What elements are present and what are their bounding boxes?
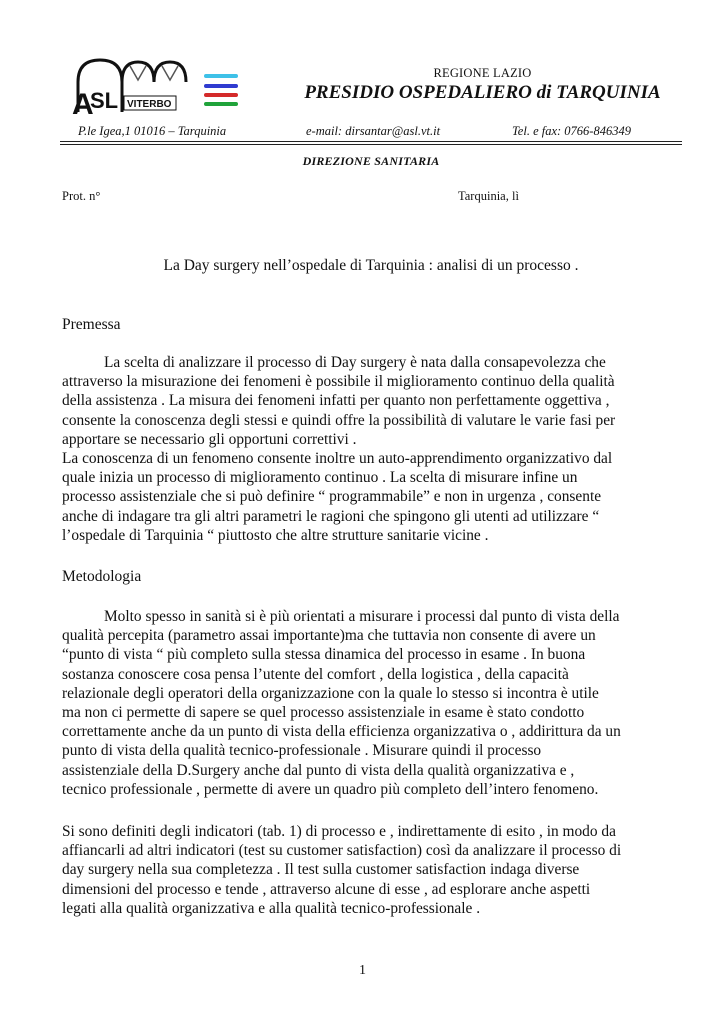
page-number: 1 (359, 963, 366, 978)
logo-text: SL (90, 88, 119, 113)
text-line: punto di vista della qualità tecnico-professionale . Misurare quindi il processo (62, 742, 542, 760)
text-line: sostanza conoscere cosa pensa l’utente del comfort , della logistica , della capacità (62, 665, 569, 683)
text-line: Si sono definiti degli indicatori (tab. 1) di processo e , indirettamente di esito , in modo da (62, 823, 616, 840)
text-line: dimensioni del processo e tende , attraverso alcune di esse , ad esplorare anche aspetti (62, 880, 591, 898)
text-line: l’ospedale di Tarquinia “ piuttosto che altre strutture sanitarie vicine . (62, 526, 489, 544)
region-label: REGIONE LAZIO (433, 66, 532, 80)
text-line: consente la conoscenza degli stessi e quindi offre la possibilità di valutare le varie fasi per (62, 411, 616, 429)
department-label: DIREZIONE SANITARIA (302, 154, 440, 168)
header-rule (60, 144, 682, 145)
text-line: apportare se necessario gli opportuni correttivi . (62, 430, 357, 448)
text-line: tecnico professionale , permette di avere un quadro più completo dell’intero fenomeno. (62, 780, 599, 798)
text-line: La scelta di analizzare il processo di Day surgery è nata dalla consapevolezza che (104, 354, 606, 371)
metodologia-body (62, 607, 684, 799)
text-line: La conoscenza di un fenomeno consente inoltre un auto-apprendimento organizzativo dal (62, 450, 613, 468)
text-line: relazionale degli operatori della organizzazione con la quale lo stesso si incontra è utile (62, 684, 599, 702)
heading-metodologia: Metodologia (62, 568, 142, 585)
text-line: ma non ci permette di sapere se quel processo assistenziale in esame è stato condotto (62, 704, 585, 722)
text-line: correttamente anche da un punto di vista della efficienza organizzativa o , addirittura da un (62, 723, 621, 741)
text-line: assistenziale della D.Surgery anche dal punto di vista della qualità organizzativa e , (62, 761, 575, 779)
text-line: legati alla qualità organizzativa e alla qualità tecnico-professionale . (62, 899, 481, 917)
text-line: anche di indagare tra gli altri parametri le ragioni che spingono gli utenti ad utilizzare “ (62, 507, 600, 525)
address: P.le Igea,1 01016 – Tarquinia (78, 124, 227, 138)
text-line: “punto di vista “ più completo sulla stessa dinamica del processo in esame . In buona (62, 646, 586, 664)
heading-premessa: Premessa (62, 316, 121, 333)
header-rule (60, 141, 682, 142)
protocol-number: Prot. n° (62, 189, 101, 203)
text-line: della assistenza . La misura dei fenomeni infatti per quanto non perfettamente oggettiva , (62, 392, 610, 410)
svg-text:A: A (72, 88, 94, 116)
text-line: affiancarli ad altri indicatori (test su customer satisfaction) così da analizzare il processo di (62, 842, 622, 860)
document-title: La Day surgery nell’ospedale di Tarquinia : analisi di un processo . (163, 257, 579, 274)
asl-logo (70, 52, 190, 116)
text-line: attraverso la misurazione dei fenomeni è possibile il miglioramento continuo della qualità (62, 373, 615, 391)
place-date: Tarquinia, lì (458, 189, 519, 203)
text-line: qualità percepita (parametro assai importante)ma che tuttavia non consente di avere un (62, 627, 596, 645)
logo-subtext: VITERBO (127, 99, 172, 110)
metodologia-body-2 (62, 822, 684, 918)
color-bars-icon (204, 72, 238, 106)
premessa-body (62, 353, 684, 545)
text-line: Molto spesso in sanità si è più orientati a misurare i processi dal punto di vista della (104, 608, 620, 625)
text-line: quale inizia un processo di miglioramento continuo . La scelta di misurare infine un (62, 469, 578, 487)
text-line: processo assistenziale che si può definire “ programmabile” e non in urgenza , consente (62, 488, 602, 506)
phone-fax: Tel. e fax: 0766-846349 (512, 124, 631, 138)
text-line: day surgery nella sua completezza . Il test sulla customer satisfaction indaga diverse (62, 861, 580, 879)
email: e-mail: dirsantar@asl.vt.it (306, 124, 441, 138)
hospital-name: PRESIDIO OSPEDALIERO di TARQUINIA (304, 82, 661, 103)
